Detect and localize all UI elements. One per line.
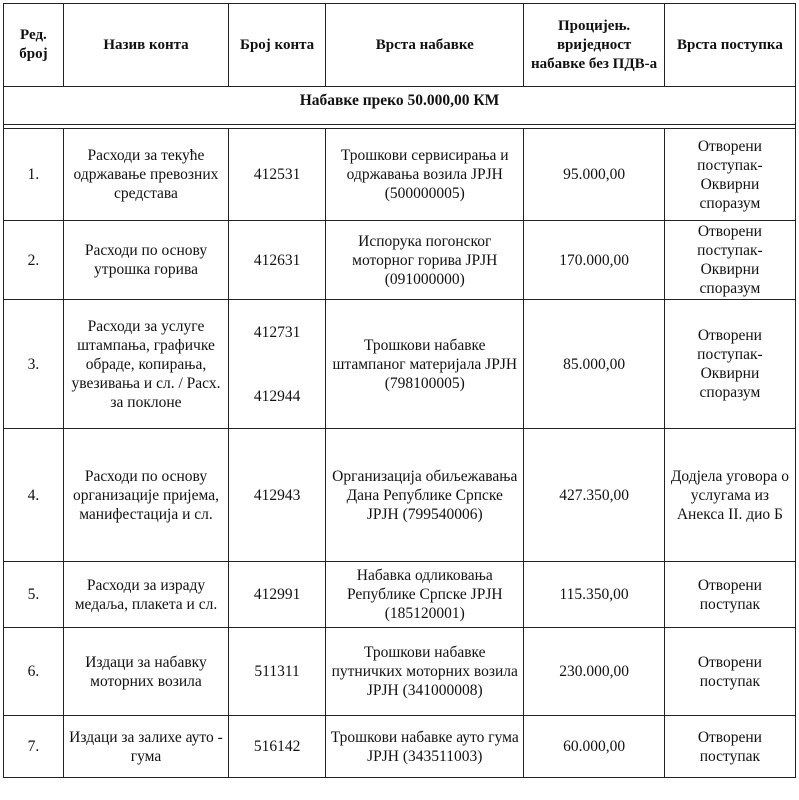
account-number: 412731 [253,323,301,341]
account-number-cell: 511311 [229,628,326,716]
account-name-cell: Расходи за услуге штампања, графичке обраде, копирања, увезивања и сл. / Расх. за поклоне [63,300,228,429]
table-row [4,429,796,562]
procurement-type-cell: Трошкови набавке штампаног материјала ЈРЈН (798100005) [326,300,524,429]
account-name-cell: Расходи за израду медаља, плакета и сл. [63,562,228,628]
procedure-type-cell: Отворени поступак-Оквирни споразум [664,300,795,429]
account-number-cell: 412991 [229,562,326,628]
procurement-type-cell: Набавка одликовања Републике Српске ЈРЈН (185120001) [326,562,524,628]
account-number-cell: 412631 [229,221,326,300]
account-name-cell: Издаци за залихе ауто - гума [63,716,228,778]
estimated-value-cell: 115.350,00 [524,562,664,628]
account-name-cell: Расходи за текуће одржавање превозних средстава [63,129,228,221]
account-name-cell: Расходи по основу утрошка горива [63,221,228,300]
row-number: 5. [4,562,64,628]
procedure-type-cell: Додјела уговора о услугама из Анекса II. дио Б [664,429,795,562]
procedure-type-cell: Отворени поступак [664,628,795,716]
procurement-type-cell: Организација обиљежавања Дана Републике Српске ЈРЈН (799540006) [326,429,524,562]
estimated-value-cell: 60.000,00 [524,716,664,778]
procurement-table [3,3,796,778]
estimated-value-cell: 230.000,00 [524,628,664,716]
procurement-type-cell: Трошкови набавке путничких моторних возила ЈРЈН (341000008) [326,628,524,716]
table-row [4,300,796,429]
row-number: 7. [4,716,64,778]
table-row [4,129,796,221]
account-name-cell: Издаци за набавку моторних возила [63,628,228,716]
procedure-type-cell: Отворени поступак-Оквирни споразум [664,129,795,221]
header-no: Ред. број [4,4,64,87]
header-estimated-value: Процијењ. вриједност набавке без ПДВ-а [524,4,664,87]
table-row [4,221,796,300]
procedure-type-cell: Отворени поступак [664,716,795,778]
row-number: 6. [4,628,64,716]
header-procurement-type: Врста набавке [326,4,524,87]
procedure-type-cell: Отворени поступак-Оквирни споразум [664,221,795,300]
procurement-type-cell: Трошкови сервисирања и одржавања возила ЈРЈН (500000005) [326,129,524,221]
account-name-cell: Расходи по основу организације пријема, манифестација и сл. [63,429,228,562]
header-account-name: Назив конта [63,4,228,87]
section-title: Набавке преко 50.000,00 КМ [4,87,796,125]
account-number-cell [229,300,326,429]
row-number: 2. [4,221,64,300]
table-row [4,628,796,716]
row-number: 4. [4,429,64,562]
account-number-secondary: 412944 [253,387,301,405]
procurement-type-cell: Трошкови набавке ауто гума ЈРЈН (343511003) [326,716,524,778]
estimated-value-cell: 85.000,00 [524,300,664,429]
estimated-value-cell: 170.000,00 [524,221,664,300]
account-number-cell: 412943 [229,429,326,562]
section-row [4,87,796,125]
estimated-value-cell: 95.000,00 [524,129,664,221]
row-number: 3. [4,300,64,429]
estimated-value-cell: 427.350,00 [524,429,664,562]
procurement-type-cell: Испорука погонског моторног горива ЈРЈН (091000000) [326,221,524,300]
account-number-cell: 412531 [229,129,326,221]
row-number: 1. [4,129,64,221]
header-account-no: Број конта [229,4,326,87]
procedure-type-cell: Отворени поступак [664,562,795,628]
table-header-row [4,4,796,87]
table-row [4,716,796,778]
header-procedure-type: Врста поступка [664,4,795,87]
table-row [4,562,796,628]
account-number-cell: 516142 [229,716,326,778]
